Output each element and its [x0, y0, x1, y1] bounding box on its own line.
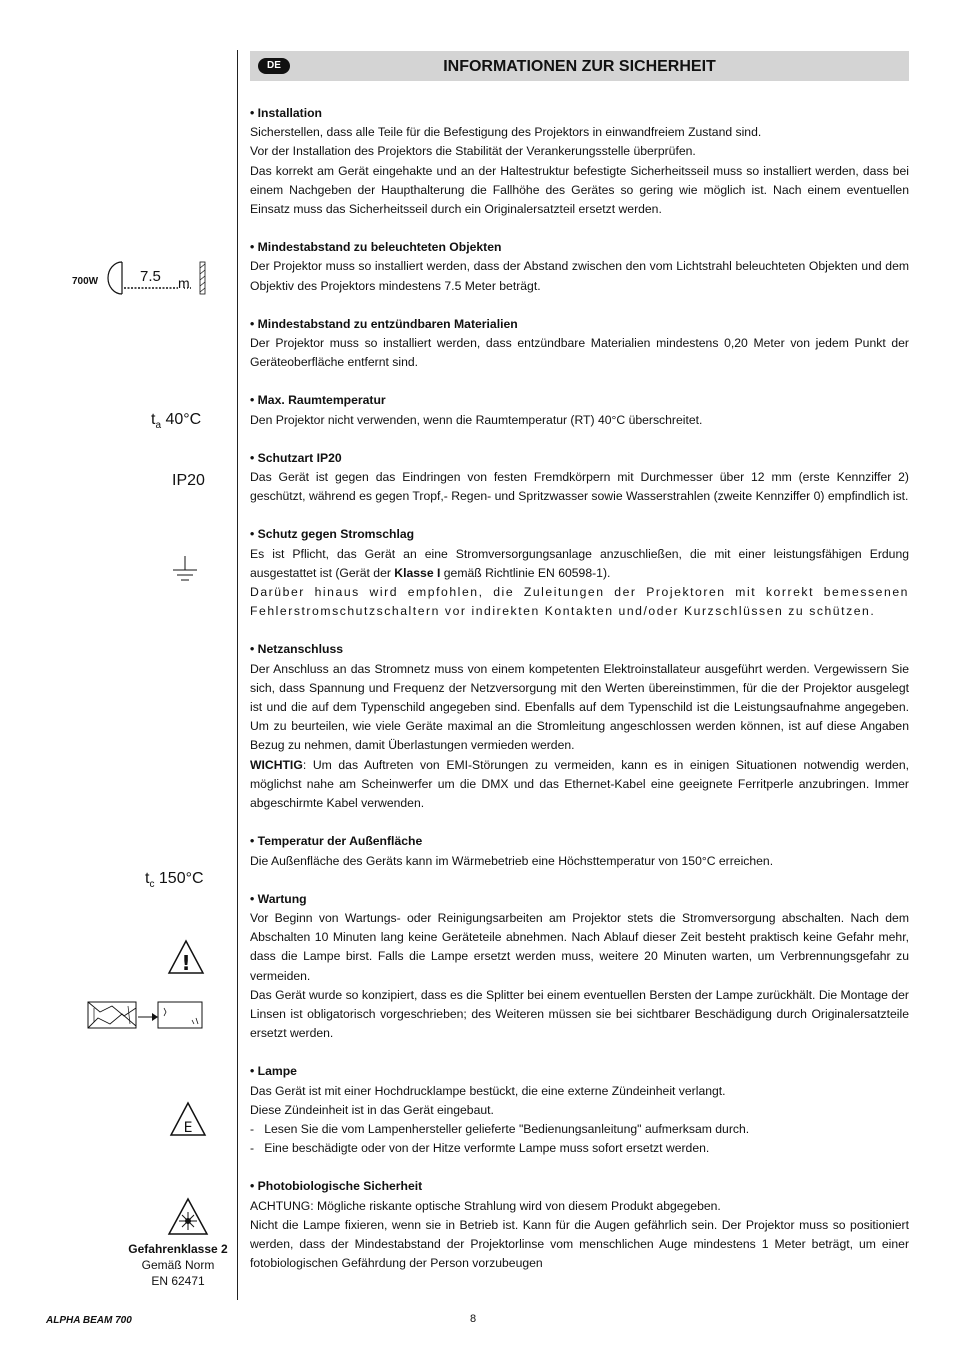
wattage-label: 700W [72, 276, 99, 287]
temp-value: 40°C [161, 411, 202, 428]
paragraph: Der Projektor muss so installiert werden, dass entzündbare Materialien mindestens 0,20 Meter von jedem Punkt der Geräteoberfläche entfernt sind. [250, 336, 909, 370]
surface-temperature-label [145, 870, 204, 890]
section-photobiological-safety [250, 1177, 909, 1273]
section-installation [250, 104, 909, 219]
paragraph: Das korrekt am Gerät eingehakte und an der Haltestruktur befestigte Sicherheitsseil muss so installiert werden, dass bei einem Nachgeben der Haupthalterung die Fallhöhe des Gerätes so gering wie möglich ist. Nach einem eventuellen Einsatz muss das Sicherheitsseil durch ein Originalersatzteil ersetzt werden. [250, 163, 909, 217]
warning-triangle-icon [166, 938, 206, 976]
paragraph: Diese Zündeinheit ist in das Gerät eingebaut. [250, 1102, 494, 1117]
text-run: Es ist Pflicht, das Gerät an eine Stromversorgungsanlage anzuschließen, die mit einer leistungsfähigen Erdung ausgestattet ist (Gerät der [250, 546, 909, 580]
section-lamp [250, 1062, 909, 1158]
footer-model: ALPHA BEAM 700 [46, 1315, 132, 1326]
paragraph: Das Gerät ist gegen das Eindringen von festen Fremdkörpern mit Durchmesser über 12 mm (erste Kennziffer 2) geschützt, während es gegen Tropf,- Regen- und Spritzwasser sowie Wasserstrahlen (zweite Kennziffer 0) empfindlich ist. [250, 470, 909, 504]
language-badge: DE [258, 58, 290, 74]
paragraph [250, 545, 909, 583]
room-temperature-label [151, 411, 201, 431]
temp-value: 150°C [154, 870, 204, 887]
temp-symbol: t [151, 411, 156, 428]
paragraph: Nicht die Lampe fixieren, wenn sie in Betrieb ist. Kann für die Augen gefährlich sein. Der Projektor muss so positioniert werden, dass der Mindestabstand der Projektorlinse vom menschlichen Auge mindestens 1 Meter beträgt, um einer fotobiologischen Gefährdung der Person vorzubeugen [250, 1217, 909, 1271]
risk-group-note [120, 1241, 236, 1289]
paragraph: Der Projektor muss so installiert werden, dass der Abstand zwischen den vom Lichtstrahl beleuchteten Objekten und dem Objektiv des Projektors mindestens 7.5 Meter beträgt. [250, 259, 909, 293]
ip-rating-label: IP20 [172, 472, 205, 489]
section-title: • Lampe [250, 1064, 297, 1079]
list-item: - Eine beschädigte oder von der Hitze verformte Lampe muss sofort ersetzt werden. [250, 1141, 710, 1156]
section-title: • Schutz gegen Stromschlag [250, 527, 415, 542]
earth-ground-icon [172, 556, 198, 586]
class-label: Klasse I [394, 565, 441, 580]
list-item-text: Lesen Sie die vom Lampenhersteller gelieferte "Bedienungsanleitung" aufmerksam durch. [264, 1121, 750, 1136]
section-mains-connection [250, 640, 909, 813]
text-run: : Um das Auftreten von EMI-Störungen zu vermeiden, kann es in einigen Situationen notwendig werden, möglichst nahe am Scheinwerfer um die DMX und das Ethernet-Kabel eine geeignete Ferritperle anzubringen. Immer abgeschirmte Kabel verwenden. [250, 757, 909, 811]
section-surface-temperature [250, 832, 909, 870]
section-title: • Mindestabstand zu beleuchteten Objekten [250, 240, 502, 255]
paragraph: Das Gerät ist mit einer Hochdrucklampe bestückt, die eine externe Zündeinheit verlangt. [250, 1083, 726, 1098]
paragraph: Darüber hinaus wird empfohlen, die Zuleitungen der Projektoren mit korrekt bemessenen Fehlerstromschutzschaltern vor indirekten Kontakten und/oder Kurzschlüssen zu schützen. [250, 585, 909, 619]
laser-radiation-icon [166, 1196, 210, 1238]
paragraph: Das Gerät wurde so konzipiert, dass es die Splitter bei einem eventuellen Bersten der Lampe zurückhält. Die Montage der Linsen ist obligatorisch vorgeschrieben; des Weiteren müssen sie bei sichtbarer Beschädigung durch Originalersatzteile ersetzt werden. [250, 987, 909, 1041]
page-number: 8 [470, 1313, 477, 1325]
lens-replacement-icon [86, 998, 206, 1032]
section-title: • Schutzart IP20 [250, 450, 342, 465]
paragraph: Den Projektor nicht verwenden, wenn die Raumtemperatur (RT) 40°C überschreitet. [250, 412, 703, 427]
distance-unit: m [178, 275, 190, 291]
list-item-text: Eine beschädigte oder von der Hitze verformte Lampe muss sofort ersetzt werden. [264, 1141, 710, 1156]
section-title: • Photobiologische Sicherheit [250, 1179, 423, 1194]
paragraph: Vor Beginn von Wartungs- oder Reinigungsarbeiten am Projektor stets die Stromversorgung abschalten. Nach dem Abschalten 10 Minuten lang keine Geräteteile abnehmen. Nach Ablauf dieser Zeit besteht praktisch keine Gefahr mehr, dass die Lampe birst. Falls die Lampe ersetzt werden muss, weitere 20 Minuten warten, um Verbrennungsgefahr zu vermeiden. [250, 910, 909, 983]
risk-group-title: Gefahrenklasse 2 [128, 1242, 228, 1256]
distance-value: 7.5 [140, 268, 161, 285]
lamp-mark: E [183, 1120, 193, 1136]
section-title: • Netzanschluss [250, 642, 343, 657]
section-title: • Wartung [250, 891, 307, 906]
temp-subscript: a [155, 420, 162, 432]
paragraph: Vor der Installation des Projektors die Stabilität der Verankerungsstelle überprüfen. [250, 144, 696, 159]
section-min-distance-objects [250, 238, 909, 296]
important-label: WICHTIG [250, 757, 303, 772]
section-max-room-temperature [250, 391, 909, 429]
paragraph: Sicherstellen, dass alle Teile für die Befestigung des Projektors in einwandfreiem Zustand sind. [250, 125, 762, 140]
paragraph: ACHTUNG: Mögliche riskante optische Strahlung wird von diesem Produkt abgegeben. [250, 1198, 721, 1213]
risk-group-standard: EN 62471 [151, 1274, 205, 1288]
lamp-warning-icon [168, 1100, 208, 1138]
safety-content [250, 104, 909, 1292]
text-run: gemäß Richtlinie EN 60598-1). [440, 565, 611, 580]
page-title: INFORMATIONEN ZUR SICHERHEIT [443, 58, 716, 75]
section-title: • Max. Raumtemperatur [250, 393, 386, 408]
paragraph [250, 756, 909, 814]
section-min-distance-flammable [250, 315, 909, 373]
paragraph: Die Außenfläche des Geräts kann im Wärmebetrieb eine Höchsttemperatur von 150°C erreichen. [250, 853, 774, 868]
risk-group-norm: Gemäß Norm [141, 1258, 215, 1272]
temp-symbol: t [145, 870, 150, 887]
section-maintenance [250, 890, 909, 1044]
temp-subscript: c [149, 879, 155, 891]
section-title: • Installation [250, 106, 322, 120]
paragraph: Der Anschluss an das Stromnetz muss von einem kompetenten Elektroinstallateur ausgeführt werden. Vergewissern Sie sich, dass Spannung und Frequenz der Netzversorgung mit den Werten übereinstimmen, für die der Projektor ausgelegt ist und die auf dem Typenschild angegeben sind. Ebenfalls auf dem Typenschild ist die Leistungsaufnahme angegeben. Um zu beurteilen, wie viele Geräte maximal an die Stromleitung angeschlossen werden können, ist auf diese Angaben Bezug zu nehmen, damit Überlastungen vermieden werden. [250, 661, 909, 753]
margin-divider [237, 50, 238, 1300]
list-item: - Lesen Sie die vom Lampenhersteller gelieferte "Bedienungsanleitung" aufmerksam durch. [250, 1121, 750, 1136]
section-ip20 [250, 449, 909, 507]
section-title: • Mindestabstand zu entzündbaren Materialien [250, 316, 518, 331]
section-title: • Temperatur der Außenfläche [250, 834, 423, 849]
warning-mark: ! [181, 951, 191, 975]
section-electric-shock [250, 525, 909, 621]
